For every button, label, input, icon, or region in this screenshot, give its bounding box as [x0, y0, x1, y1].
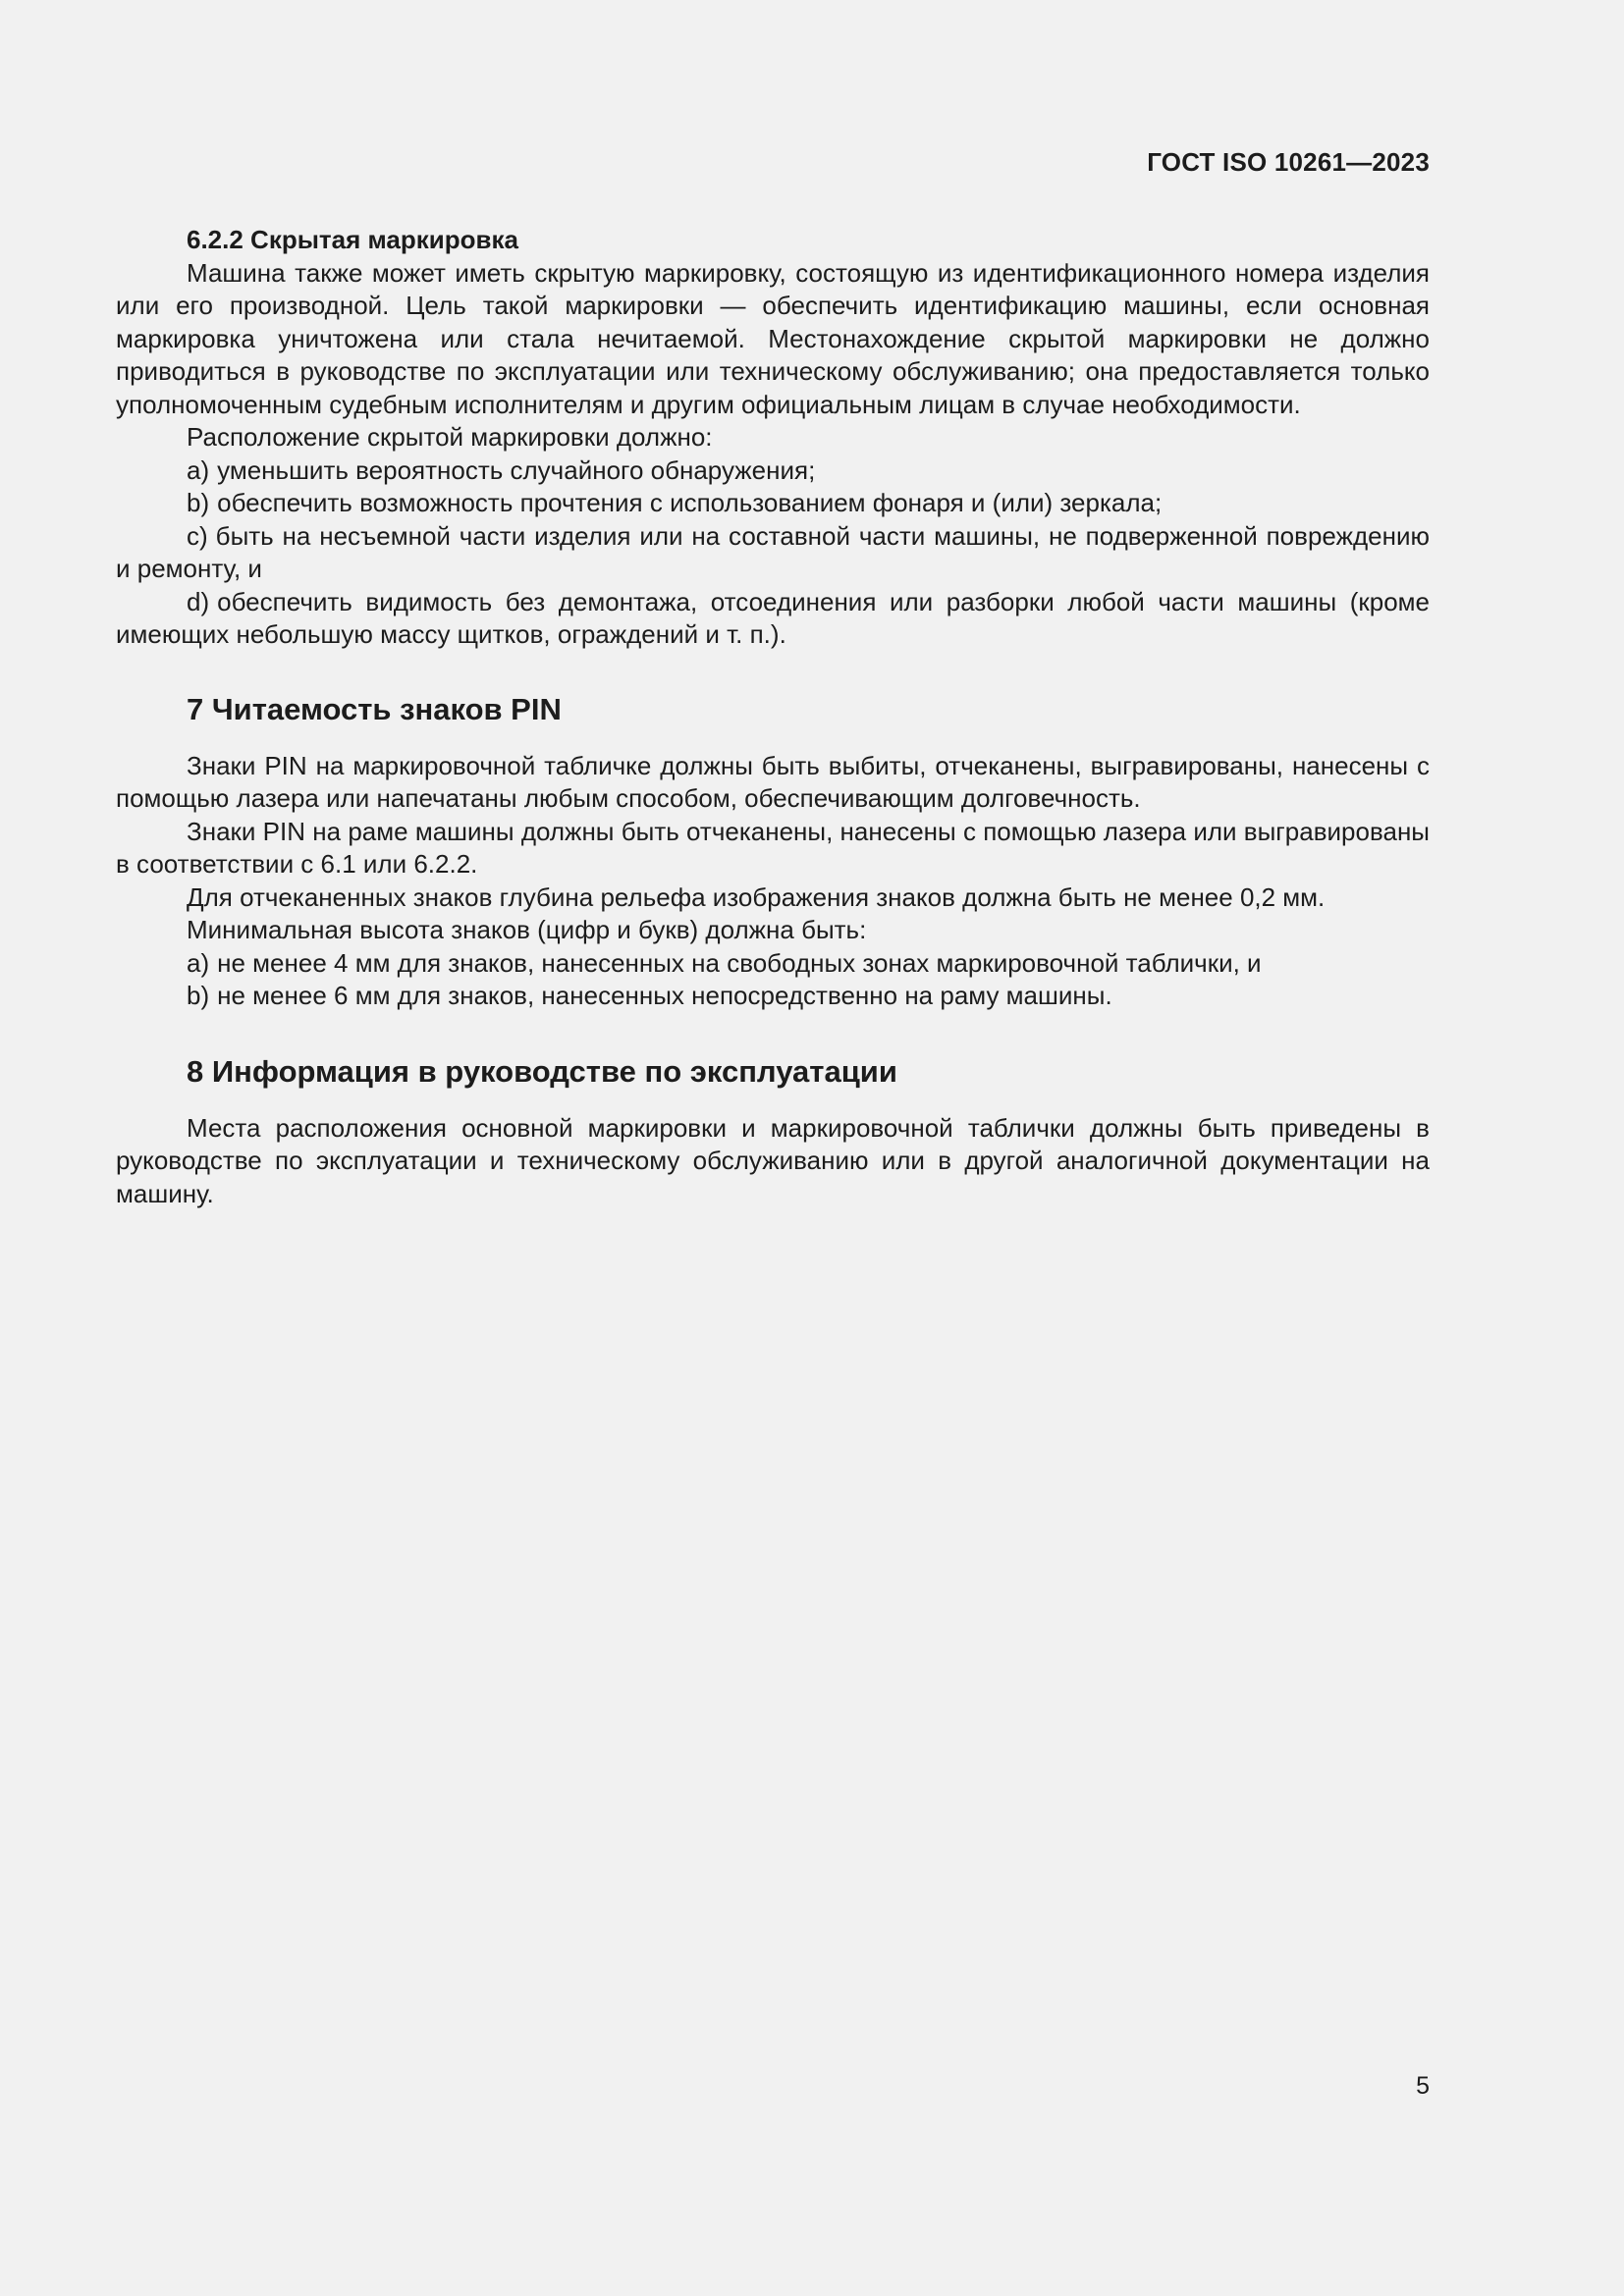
list-item	[116, 586, 1430, 652]
list-item-text: обеспечить видимость без демонтажа, отсоединения или разборки любой части машины (кроме имеющих небольшую массу щитков, ограждений и т. п.).	[116, 586, 1430, 649]
list-item	[116, 520, 1430, 586]
page-number: 5	[1416, 2072, 1430, 2100]
list-item-text: обеспечить возможность прочтения с использованием фонаря и (или) зеркала;	[217, 488, 1163, 517]
subsection-heading-6-2-2: 6.2.2 Скрытая маркировка	[187, 225, 518, 254]
section-heading-8: 8 Информация в руководстве по эксплуатации	[187, 1053, 897, 1089]
paragraph: Знаки PIN на маркировочной табличке должны быть выбиты, отчеканены, выгравированы, нанесены с помощью лазера или напечатаны любым способом, обеспечивающим долговечность.	[116, 750, 1430, 813]
list-item	[116, 487, 1430, 520]
list-item-label: b)	[187, 488, 210, 517]
paragraph: Расположение скрытой маркировки должно:	[187, 422, 713, 452]
paragraph: Для отчеканенных знаков глубина рельефа изображения знаков должна быть не менее 0,2 мм.	[187, 881, 1326, 912]
list-item	[116, 980, 1430, 1013]
paragraph: Машина также может иметь скрытую маркировку, состоящую из идентификационного номера изделия или его производной. Цель такой маркировки — обеспечить идентификацию машины, если основная маркировка уничтожена или стала нечитаемой. Местонахождение скрытой маркировки не должно приводиться в руководстве по эксплуатации или техническому обслуживанию; она предоставляется только уполномоченным судебным исполнителям и другим официальным лицам в случае необходимости.	[116, 257, 1430, 419]
list-item	[116, 454, 1430, 488]
list-item-text: быть на несъемной части изделия или на составной части машины, не подверженной повреждению и ремонту, и	[116, 520, 1430, 583]
paragraph: Минимальная высота знаков (цифр и букв) должна быть:	[187, 915, 867, 944]
list-item	[116, 947, 1430, 981]
list-item-text: уменьшить вероятность случайного обнаружения;	[217, 454, 816, 485]
paragraph: Места расположения основной маркировки и маркировочной таблички должны быть приведены в руководстве по эксплуатации и техническому обслуживанию или в другой аналогичной документации на машину.	[116, 1112, 1430, 1208]
list-item-label: a)	[187, 947, 210, 978]
paragraph: Знаки PIN на раме машины должны быть отчеканены, нанесены с помощью лазера или выгравированы в соответствии с 6.1 или 6.2.2.	[116, 816, 1430, 879]
list-item-label: a)	[187, 454, 210, 485]
list-item-label: d)	[187, 586, 210, 616]
list-item-label: b)	[187, 981, 210, 1010]
list-item-text: не менее 6 мм для знаков, нанесенных непосредственно на раму машины.	[217, 981, 1112, 1010]
list-item-label: c)	[187, 520, 208, 551]
section-heading-7: 7 Читаемость знаков PIN	[187, 691, 562, 726]
document-code-header: ГОСТ ISO 10261—2023	[1147, 147, 1430, 177]
list-item-text: не менее 4 мм для знаков, нанесенных на свободных зонах маркировочной таблички, и	[217, 947, 1262, 978]
document-body	[116, 224, 1430, 1210]
